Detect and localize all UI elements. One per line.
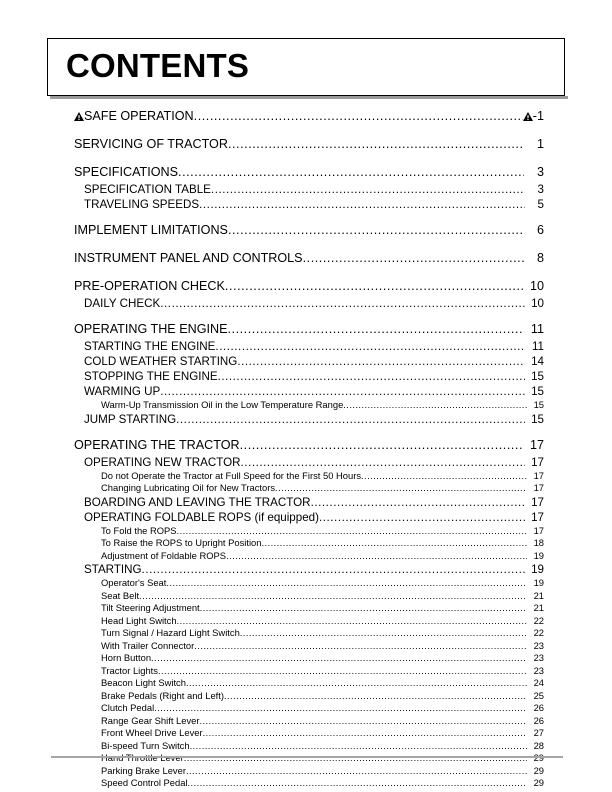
- toc-leader-dots: [188, 777, 527, 790]
- toc-entry-level-1[interactable]: [47, 106, 544, 126]
- toc-entry-level-2[interactable]: [47, 384, 544, 399]
- toc-entry-level-2[interactable]: [47, 412, 544, 427]
- toc-entry-level-2[interactable]: [47, 562, 544, 577]
- toc-entry-level-3[interactable]: [47, 702, 544, 715]
- toc-page-number: 19: [533, 577, 544, 588]
- toc-entry-level-1[interactable]: [47, 435, 544, 455]
- toc-page-number: 22: [533, 614, 544, 626]
- toc-entry-level-3[interactable]: [47, 640, 544, 653]
- toc-page-number: 15: [531, 412, 544, 426]
- toc-leader-dots: [184, 752, 527, 765]
- toc-entry-level-1[interactable]: [47, 162, 544, 182]
- toc-leader-dots: [177, 525, 527, 538]
- toc-entry-level-2[interactable]: [47, 182, 544, 197]
- toc-page-number: 15: [531, 370, 544, 383]
- toc-leader-dots: [240, 627, 527, 640]
- toc-page-number: 11: [530, 322, 544, 336]
- toc-page-number: 24: [533, 677, 544, 688]
- toc-entry-label: WARMING UP: [84, 385, 161, 398]
- toc-entry-level-1[interactable]: [47, 276, 544, 296]
- toc-leader-dots: [241, 455, 525, 470]
- footer-rule: [51, 756, 563, 758]
- toc-entry-level-3[interactable]: [47, 740, 544, 753]
- toc-entry-label: With Trailer Connector: [101, 639, 195, 651]
- toc-entry-level-1[interactable]: [47, 220, 544, 240]
- toc-page-number: 17: [533, 524, 544, 536]
- toc-leader-dots: [194, 106, 523, 126]
- toc-entry-label: TRAVELING SPEEDS: [84, 198, 200, 211]
- toc-entry-label: Speed Control Pedal: [101, 777, 188, 788]
- toc-leader-dots: [224, 690, 527, 703]
- toc-entry-level-3[interactable]: [47, 665, 544, 678]
- toc-leader-dots: [176, 412, 525, 427]
- toc-leader-dots: [311, 495, 525, 510]
- toc-leader-dots: [237, 354, 525, 369]
- toc-page-number: 21: [533, 602, 544, 613]
- toc-leader-dots: [319, 510, 525, 525]
- toc-page-number-text: -1: [532, 109, 544, 123]
- toc-entry-label: INSTRUMENT PANEL AND CONTROLS: [74, 251, 303, 265]
- toc-page-number: 23: [533, 652, 544, 663]
- toc-page-number: 14: [531, 355, 544, 368]
- toc-leader-dots: [343, 399, 527, 412]
- toc-entry-label: To Fold the ROPS: [101, 524, 177, 536]
- toc-leader-dots: [200, 602, 527, 615]
- toc-entry-label: Seat Belt: [101, 589, 140, 601]
- toc-entry-level-3[interactable]: [47, 752, 544, 765]
- toc-entry-level-3[interactable]: [47, 577, 544, 590]
- toc-entry-level-3[interactable]: [47, 765, 544, 778]
- toc-leader-dots: [361, 470, 527, 483]
- toc-leader-dots: [186, 677, 527, 690]
- toc-page-number: 17: [529, 437, 544, 452]
- toc-page-number: 29: [533, 764, 544, 776]
- toc-page-number: 22: [533, 627, 544, 638]
- toc-page-number: 15: [531, 385, 544, 398]
- toc-entry-level-1[interactable]: [47, 248, 544, 268]
- toc-page-number: 5: [537, 198, 544, 211]
- toc-entry-label: Operator's Seat: [101, 577, 167, 588]
- toc-leader-dots: [240, 435, 524, 455]
- toc-entry-level-3[interactable]: [47, 615, 544, 628]
- toc-page-number: 1: [536, 137, 544, 151]
- toc-entry-label: OPERATING NEW TRACTOR: [84, 455, 241, 469]
- toc-leader-dots: [139, 590, 527, 603]
- toc-leader-dots: [225, 276, 524, 296]
- toc-page-number: 17: [531, 455, 544, 469]
- toc-page-number: 15: [533, 399, 544, 410]
- toc-page-number: 26: [533, 702, 544, 713]
- toc-entry-level-3[interactable]: [47, 470, 544, 483]
- toc-entry-label: Brake Pedals (Right and Left): [101, 689, 224, 701]
- toc-entry-label: Turn Signal / Hazard Light Switch: [101, 627, 240, 638]
- toc-leader-dots: [203, 727, 527, 740]
- toc-entry-label: [101, 752, 184, 765]
- toc-page-number: 21: [533, 589, 544, 601]
- toc-page-number: 19: [531, 563, 544, 576]
- toc-entry-level-3[interactable]: [47, 690, 544, 703]
- toc-page-number: 6: [536, 223, 544, 237]
- title-box: [47, 38, 565, 96]
- toc-entry-level-2[interactable]: [47, 354, 544, 369]
- toc-leader-dots: [200, 715, 528, 728]
- toc-entry-label: JUMP STARTING: [84, 412, 177, 426]
- toc-leader-dots: [226, 550, 527, 563]
- toc-entry-label: OPERATING FOLDABLE ROPS (if equipped): [84, 510, 319, 524]
- page-title: CONTENTS: [66, 47, 250, 84]
- toc-entry-label: Warm-Up Transmission Oil in the Low Temperature Range: [101, 399, 344, 410]
- toc-entry-label: PRE-OPERATION CHECK: [74, 279, 225, 293]
- toc-entry-label: SERVICING OF TRACTOR: [74, 137, 228, 151]
- toc-entry-label: Bi-speed Turn Switch: [101, 739, 190, 751]
- toc-page-number: 3: [537, 183, 544, 196]
- title-box-shadow: [50, 96, 568, 99]
- toc-page-number: 25: [533, 689, 544, 701]
- toc-entry-level-3[interactable]: [47, 627, 544, 640]
- toc-leader-dots: [275, 482, 527, 495]
- toc-page-number: 17: [531, 495, 544, 509]
- toc-entry-label: Head Light Switch: [101, 614, 177, 626]
- toc-entry-level-2[interactable]: [47, 495, 544, 510]
- toc-leader-dots: [160, 296, 525, 311]
- toc-page-number: 29: [533, 777, 544, 788]
- toc-entry-label: OPERATING THE ENGINE: [74, 322, 228, 336]
- toc-entry-label: Front Wheel Drive Lever: [101, 727, 203, 738]
- toc-page-number: 17: [531, 510, 544, 524]
- toc-leader-dots: [160, 384, 525, 399]
- toc-entry-level-3[interactable]: [47, 602, 544, 615]
- toc-entry-label: Do not Operate the Tractor at Full Speed for the First 50 Hours: [101, 469, 362, 481]
- toc-leader-dots: [227, 319, 524, 339]
- toc-page-number: 3: [536, 165, 544, 179]
- toc-page-number: 27: [533, 727, 544, 738]
- toc-entry-level-3[interactable]: [47, 482, 544, 495]
- toc-page-number: 23: [533, 664, 544, 676]
- toc-entry-level-1[interactable]: [47, 319, 544, 339]
- toc-leader-dots: [151, 652, 527, 665]
- toc-entry-label: Range Gear Shift Lever: [101, 714, 200, 726]
- toc-entry-level-3[interactable]: [47, 652, 544, 665]
- toc-entry-label: Tilt Steering Adjustment: [101, 602, 200, 613]
- toc-entry-label: Changing Lubricating Oil for New Tractors: [101, 482, 276, 493]
- toc-entry-level-1[interactable]: [47, 134, 544, 154]
- toc-entry-label: SPECIFICATION TABLE: [84, 183, 211, 196]
- toc-entry-level-3[interactable]: [47, 550, 544, 563]
- toc-leader-dots: [158, 665, 527, 678]
- toc-page-number: 28: [533, 739, 544, 751]
- table-of-contents: [47, 106, 544, 790]
- warning-triangle-icon: [74, 112, 84, 121]
- toc-leader-dots: [211, 182, 525, 197]
- toc-leader-dots: [154, 702, 527, 715]
- toc-leader-dots: [177, 615, 527, 628]
- toc-leader-dots: [194, 640, 527, 653]
- toc-entry-level-3[interactable]: [47, 537, 544, 550]
- toc-leader-dots: [215, 339, 525, 354]
- toc-page-number: 26: [533, 714, 544, 726]
- toc-entry-label: Horn Button: [101, 652, 152, 663]
- warning-triangle-icon: [523, 112, 533, 121]
- toc-entry-level-3[interactable]: [47, 525, 544, 538]
- toc-page-number: [527, 752, 544, 765]
- toc-leader-dots: [166, 577, 527, 590]
- toc-page-number: 18: [533, 537, 544, 548]
- toc-entry-label: STARTING THE ENGINE: [84, 340, 216, 353]
- toc-page-number: 17: [533, 482, 544, 493]
- toc-entry-label: STARTING: [84, 563, 142, 576]
- toc-entry-level-3[interactable]: [47, 399, 544, 412]
- toc-page-number: 11: [531, 340, 544, 353]
- toc-leader-dots: [190, 740, 527, 753]
- toc-leader-dots: [218, 369, 525, 384]
- toc-entry-label: DAILY CHECK: [84, 297, 161, 310]
- toc-page-number: 19: [533, 549, 544, 561]
- toc-entry-label: To Raise the ROPS to Upright Position: [101, 537, 262, 548]
- toc-entry-label: STOPPING THE ENGINE: [84, 370, 218, 383]
- toc-leader-dots: [303, 248, 524, 268]
- toc-page-number: 10: [531, 297, 544, 310]
- toc-entry-level-2[interactable]: [47, 339, 544, 354]
- toc-entry-level-2[interactable]: [47, 296, 544, 311]
- toc-entry-label: SAFE OPERATION: [84, 109, 194, 123]
- toc-page-number: [523, 106, 544, 126]
- toc-entry-label: Parking Brake Lever: [101, 764, 186, 776]
- toc-entry-label: BOARDING AND LEAVING THE TRACTOR: [84, 495, 311, 509]
- toc-entry-level-3[interactable]: [47, 677, 544, 690]
- toc-entry-level-3[interactable]: [47, 727, 544, 740]
- toc-entry-level-2[interactable]: [47, 510, 544, 525]
- toc-entry-level-2[interactable]: [47, 197, 544, 212]
- toc-leader-dots: [199, 197, 525, 212]
- toc-leader-dots: [186, 765, 527, 778]
- toc-entry-label: SPECIFICATIONS: [74, 165, 179, 179]
- toc-entry-label: IMPLEMENT LIMITATIONS: [74, 223, 228, 237]
- toc-page-number: 17: [533, 469, 544, 481]
- toc-leader-dots: [228, 134, 524, 154]
- toc-leader-dots: [178, 162, 524, 182]
- toc-page-number: 10: [529, 279, 544, 293]
- toc-entry-level-3[interactable]: [47, 590, 544, 603]
- toc-leader-dots: [262, 537, 528, 550]
- toc-leader-dots: [142, 562, 525, 577]
- toc-page-number: 23: [533, 639, 544, 651]
- toc-entry-label: OPERATING THE TRACTOR: [74, 437, 240, 452]
- toc-entry-level-3[interactable]: [47, 777, 544, 790]
- toc-leader-dots: [228, 220, 524, 240]
- toc-entry-label: COLD WEATHER STARTING: [84, 355, 238, 368]
- toc-entry-label: Adjustment of Foldable ROPS: [101, 549, 227, 561]
- toc-entry-level-2[interactable]: [47, 455, 544, 470]
- toc-entry-label: Beacon Light Switch: [101, 677, 186, 688]
- toc-entry-label: Tractor Lights: [101, 664, 158, 676]
- toc-entry-level-3[interactable]: [47, 715, 544, 728]
- toc-entry-level-2[interactable]: [47, 369, 544, 384]
- toc-entry-label: Clutch Pedal: [101, 702, 155, 713]
- toc-page-number: 8: [536, 251, 544, 265]
